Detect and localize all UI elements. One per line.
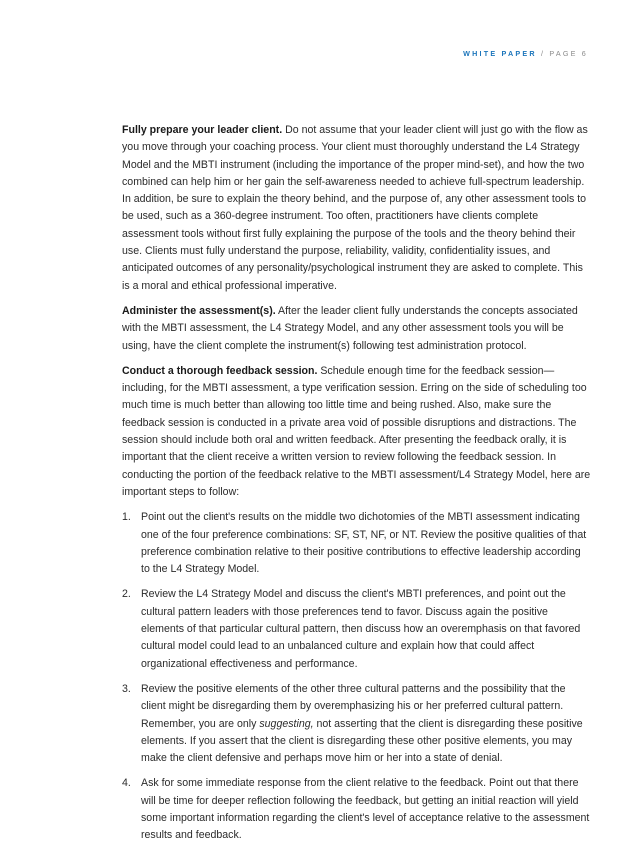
list-item-number: 3. — [122, 682, 131, 695]
list-item-number: 4. — [122, 777, 131, 790]
list-item — [122, 681, 592, 767]
document-type-label: WHITE PAPER — [463, 49, 537, 58]
list-item — [122, 775, 592, 844]
paragraph-body: After the leader client fully understands the concepts associated with the MBTI assessment, the L4 Strategy Model, and any other assessment tools you will be using, have the client complete the instrument(s) following test administration protocol. — [122, 304, 578, 352]
list-item — [122, 586, 592, 672]
feedback-steps-list — [122, 509, 592, 844]
list-item-number: 2. — [122, 588, 131, 601]
list-item-text: Ask for some immediate response from the client relative to the feedback. Point out that there will be time for deeper reflection following the feedback, but getting an initial reaction will yield some important information regarding the client's level of acceptance relative to the assessment results and feedback. — [141, 777, 590, 842]
paragraph-body: Do not assume that your leader client will just go with the flow as you move through your coaching process. Your client must thoroughly understand the L4 Strategy Model and the MBTI instrument (including the importance of the proper mind-set), and how the two combined can help him or her gain the self-awareness needed to achieve full-spectrum leadership. In addition, be sure to explain the theory behind, and the purpose of, any other assessment tools to be used, such as a 360-degree instrument. Too often, practitioners have clients complete assessment tools without first fully explaining the purpose of the tools and the theory behind their use. Clients must fully understand the purpose, reliability, validity, confidentiality issues, and anticipated outcomes of any personality/psychological instrument they are asked to complete. This is a moral and ethical professional imperative. — [122, 124, 588, 292]
page-header — [463, 49, 588, 58]
paragraph-feedback-session — [122, 363, 592, 501]
header-separator: / — [536, 49, 550, 58]
page-number: PAGE 6 — [549, 49, 588, 58]
paragraph-prepare-client — [122, 122, 592, 295]
list-item-number: 1. — [122, 511, 131, 524]
paragraph-lead: Administer the assessment(s). — [122, 304, 276, 317]
document-body — [122, 122, 592, 853]
paragraph-lead: Conduct a thorough feedback session. — [122, 364, 318, 377]
list-item-text: Review the L4 Strategy Model and discuss the client's MBTI preferences, and point out the cultural pattern leaders with those preferences tend to favor. Discuss again the positive elements of that particular cultural pattern, then discuss how an overemphasis on that favored cultural model could lead to an unbalanced culture and explain how that could affect organizational effectiveness and performance. — [141, 588, 581, 670]
list-item-text: Point out the client's results on the middle two dichotomies of the MBTI assessment indicating one of the four preference combinations: SF, ST, NF, or NT. Review the positive qualities of that preference combination relative to their positive contributions to effective leadership according to the L4 Strategy Model. — [141, 511, 587, 576]
paragraph-body: Schedule enough time for the feedback session—including, for the MBTI assessment, a type verification session. Erring on the side of scheduling too much time is much better than allowing too little time and being rushed. Also, make sure the feedback session is conducted in a private area void of possible disruptions and distractions. The session should include both oral and written feedback. After presenting the feedback orally, it is important that the client receive a written version to review following the feedback session. In conducting the portion of the feedback relative to the MBTI assessment/L4 Strategy Model, here are important steps to follow: — [122, 364, 591, 498]
paragraph-lead: Fully prepare your leader client. — [122, 124, 283, 136]
list-item — [122, 509, 592, 578]
list-item-text: Review the positive elements of the other three cultural patterns and the possibility that the client might be disregarding them by overemphasizing his or her preferred cultural pattern. Remember, you are only — [141, 682, 566, 730]
emphasized-word: suggesting, — [259, 717, 314, 730]
list-item-text-continued: not asserting that the client is disregarding these positive elements. If you assert that the client is disregarding these other positive elements, you may make the client defensive and perhaps move him or her into a state of denial. — [141, 717, 583, 765]
paragraph-administer-assessment — [122, 303, 592, 355]
